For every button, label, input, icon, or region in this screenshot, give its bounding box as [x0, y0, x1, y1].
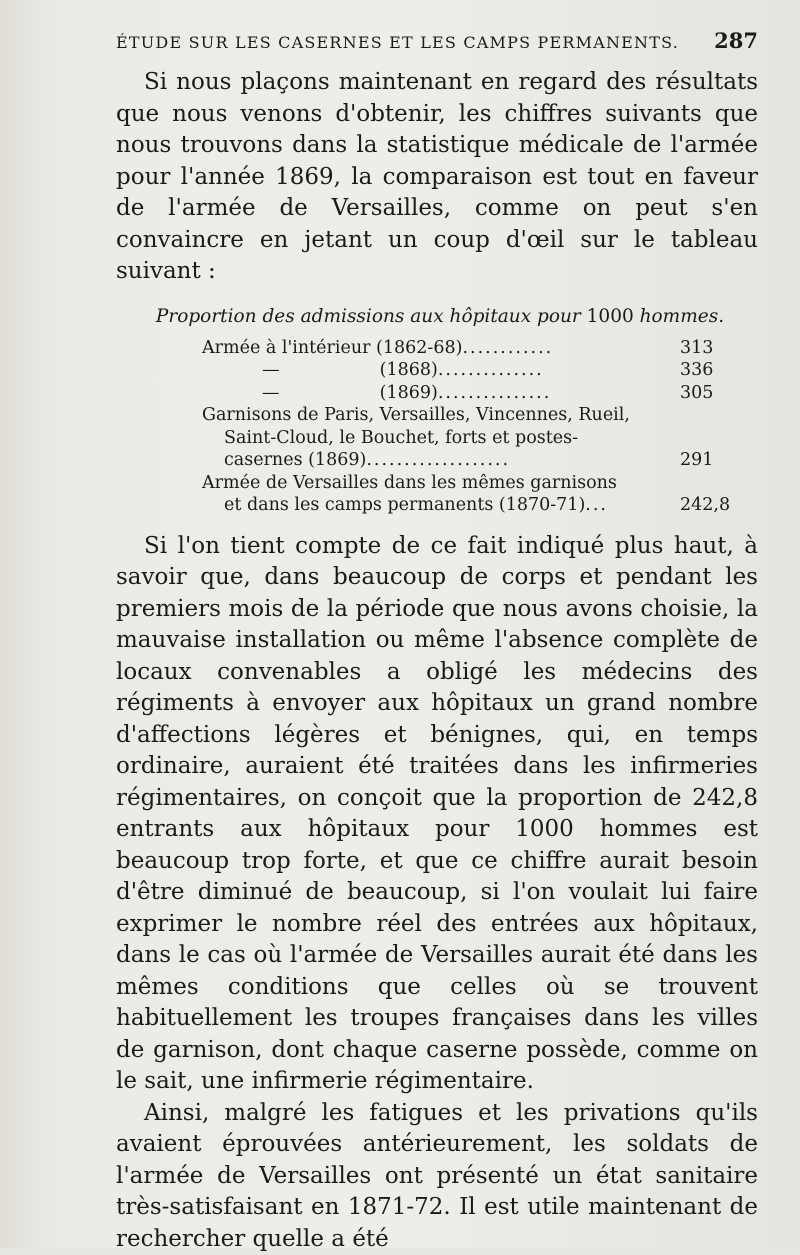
table-row: Garnisons de Paris, Versailles, Vincennes, Rueil,	[202, 404, 758, 427]
table-value: 305	[666, 382, 758, 405]
admissions-table	[116, 306, 758, 517]
table-row: et dans les camps permanents (1870-71)... 242,8	[202, 494, 758, 517]
page-number: 287	[714, 28, 758, 53]
table-value: 242,8	[666, 494, 758, 517]
table-row: casernes (1869)................... 291	[202, 449, 758, 472]
table-caption: Proportion des admissions aux hôpitaux pour 1000 hommes.	[116, 306, 758, 327]
table-row: Armée à l'intérieur (1862-68)............ 313	[202, 337, 758, 360]
table-row: Armée de Versailles dans les mêmes garnisons	[202, 472, 758, 495]
paragraph-2: Si l'on tient compte de ce fait indiqué plus haut, à savoir que, dans beaucoup de corps et pendant les premiers mois de la période que nous avons choisie, la mauvaise installation ou même l'absence complète de locaux convenables a obligé les médecins des régiments à envoyer aux hôpitaux un grand nombre d'affections légères et bénignes, qui, en temps ordinaire, auraient été traitées dans les infirmeries régimentaires, on conçoit que la proportion de 242,8 entrants aux hôpitaux pour 1000 hommes est beaucoup trop forte, et que ce chiffre aurait besoin d'être diminué de beaucoup, si l'on voulait lui faire exprimer le nombre réel des entrées aux hôpitaux, dans le cas où l'armée de Versailles aurait été dans les mêmes conditions que celles où se trouvent habituellement les troupes françaises dans les villes de garnison, dont chaque caserne possède, comme on le sait, une infirmerie régimentaire.	[116, 531, 758, 1098]
table-row: — (1868).............. 336	[202, 359, 758, 382]
running-header	[116, 28, 758, 53]
table-value: 291	[666, 449, 758, 472]
paragraph-3: Ainsi, malgré les fatigues et les privations qu'ils avaient éprouvées antérieurement, les soldats de l'armée de Versailles ont présenté un état sanitaire très-satisfaisant en 1871-72. Il est utile maintenant de rechercher quelle a été	[116, 1098, 758, 1255]
running-title: ÉTUDE SUR LES CASERNES ET LES CAMPS PERMANENTS.	[116, 33, 679, 52]
table-row: Saint-Cloud, le Bouchet, forts et postes-	[202, 427, 758, 450]
table-value: 336	[666, 359, 758, 382]
table-value: 313	[666, 337, 758, 360]
paragraph-1: Si nous plaçons maintenant en regard des résultats que nous venons d'obtenir, les chiffres suivants que nous trouvons dans la statistique médicale de l'armée pour l'année 1869, la comparaison est tout en faveur de l'armée de Versailles, comme on peut s'en convaincre en jetant un coup d'œil sur le tableau suivant :	[116, 67, 758, 288]
body-text	[116, 67, 758, 1255]
table-row: — (1869)............... 305	[202, 382, 758, 405]
table-rows	[202, 337, 758, 517]
